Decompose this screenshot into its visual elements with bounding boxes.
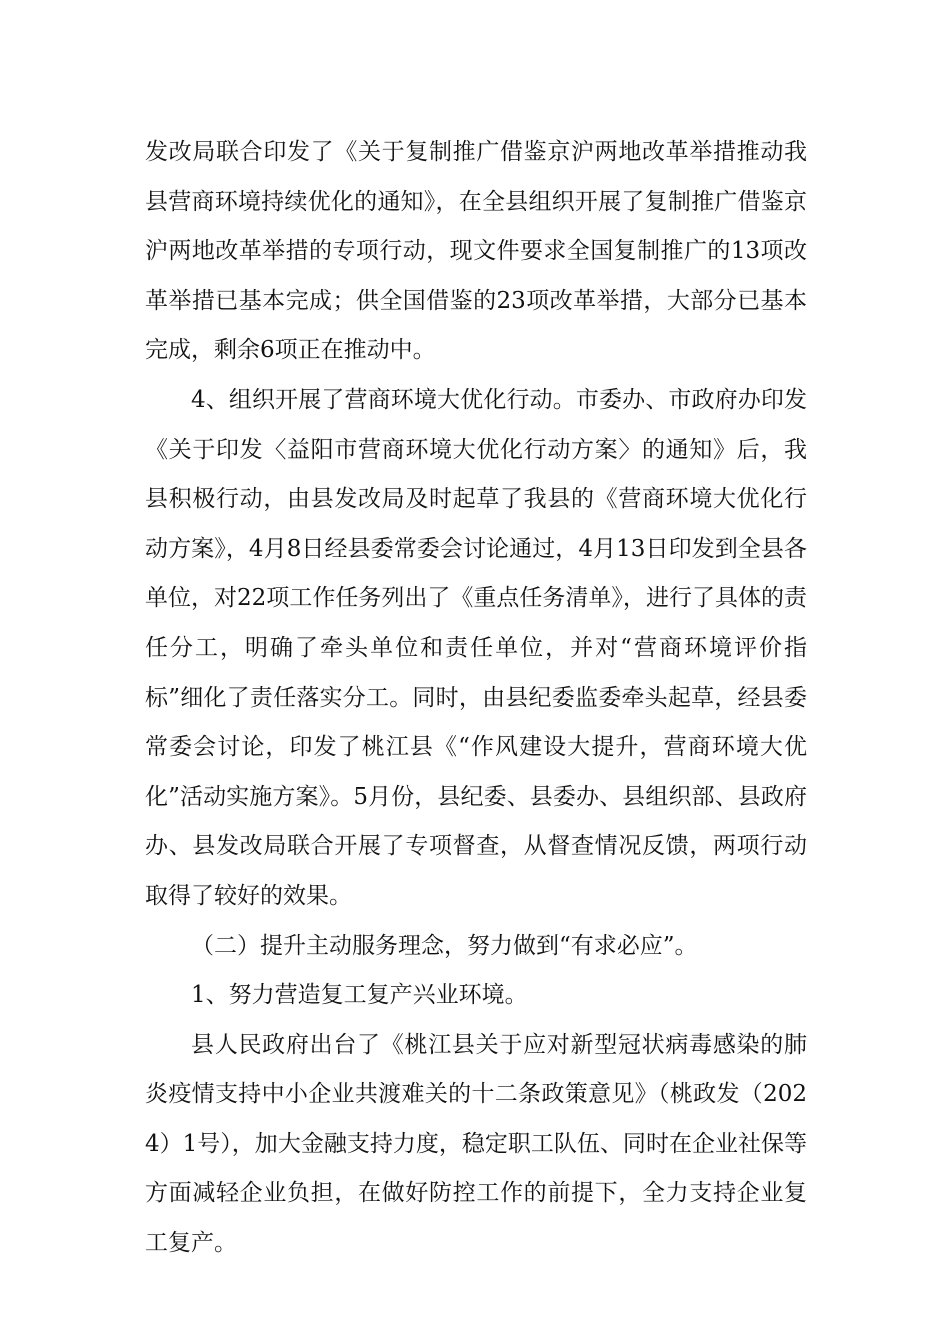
subheading-item-1: 1、努力营造复工复产兴业环境。 xyxy=(191,982,528,1009)
document-body xyxy=(145,128,807,1269)
paragraph-item-4: 4、组织开展了营商环境大优化行动。市委办、市政府办印发《关于印发〈益阳市营商环境大优化行动方案〉的通知》后，我县积极行动，由县发改局及时起草了我县的《营商环境大优化行动方案》，4月8日经县委常委会讨论通过，4月13日印发到全县各单位，对22项工作任务列出了《重点任务清单》，进行了具体的责任分工，明确了牵头单位和责任单位，并对“营商环境评价指标”细化了责任落实分工。同时，由县纪委监委牵头起草，经县委常委会讨论，印发了桃江县《“作风建设大提升，营商环境大优化”活动实施方案》。5月份，县纪委、县委办、县组织部、县政府办、县发改局联合开展了专项督查，从督查情况反馈，两项行动取得了较好的效果。 xyxy=(145,386,807,909)
section-heading-2: （二）提升主动服务理念，努力做到“有求必应”。 xyxy=(191,932,698,959)
paragraph-policy: 县人民政府出台了《桃江县关于应对新型冠状病毒感染的肺炎疫情支持中小企业共渡难关的十二条政策意见》（桃政发（2024）1号），加大金融支持力度，稳定职工队伍、同时在企业社保等方面减轻企业负担，在做好防控工作的前提下，全力支持企业复工复产。 xyxy=(145,1031,807,1257)
paragraph-continuation: 发改局联合印发了《关于复制推广借鉴京沪两地改革举措推动我县营商环境持续优化的通知》，在全县组织开展了复制推广借鉴京沪两地改革举措的专项行动，现文件要求全国复制推广的13项改革举措已基本完成；供全国借鉴的23项改革举措，大部分已基本完成，剩余6项正在推动中。 xyxy=(145,139,807,364)
